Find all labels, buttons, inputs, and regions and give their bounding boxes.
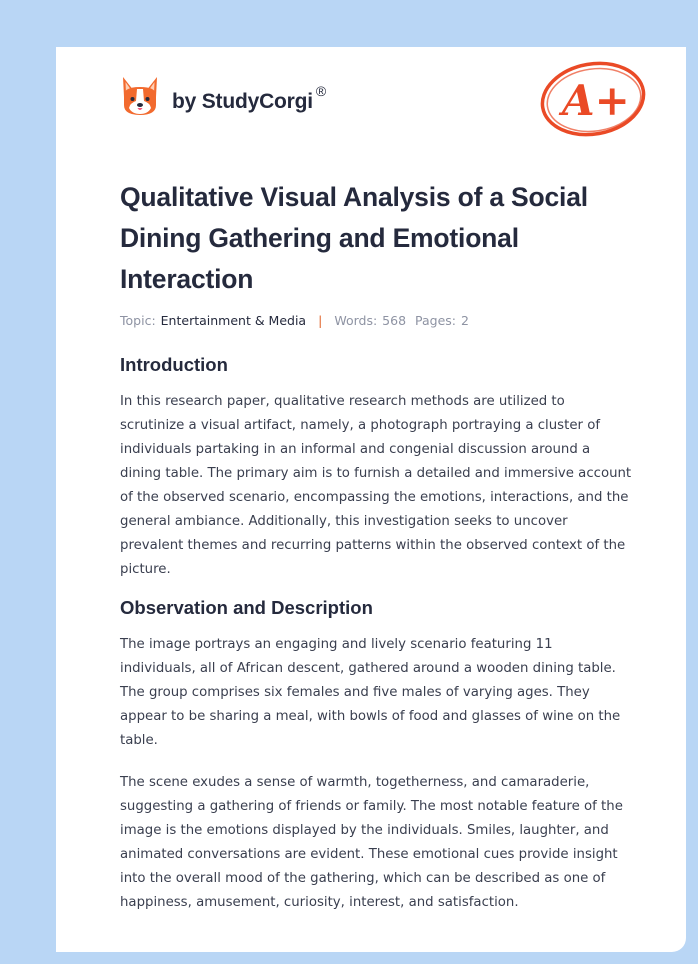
corgi-logo-icon[interactable] <box>120 75 160 119</box>
registered-mark: ® <box>315 82 327 99</box>
pages-count: 2 <box>461 313 469 328</box>
brand-text: by StudyCorgi <box>172 89 313 113</box>
grade-text: A+ <box>562 76 630 125</box>
paragraph: The scene exudes a sense of warmth, togetherness, and camaraderie, suggesting a gathering of friends or family. The most notable feature of the image is the emotions displayed by the individuals. Smiles, laughter, and animated conversations are evident. These emotional cues provide insight into the overall mood of the gathering, which can be described as one of happiness, amusement, curiosity, interest, and satisfaction. <box>120 775 623 910</box>
section-heading-observation: Observation and Description <box>120 597 373 618</box>
paragraph: The image portrays an engaging and lively scenario featuring 11 individuals, all of African descent, gathered around a wooden dining table. The group comprises six females and five males of varying ages. They appear to be sharing a meal, with bowls of food and glasses of wine on the table. <box>120 637 621 748</box>
words-label: Words: <box>334 313 378 328</box>
article-title: Qualitative Visual Analysis of a Social Dining Gathering and Emotional Interaction <box>120 182 588 294</box>
pages-label: Pages: <box>415 313 457 328</box>
article-body <box>120 177 632 915</box>
document-page <box>56 47 686 952</box>
brand-name[interactable] <box>172 82 327 114</box>
meta-separator: | <box>318 313 323 328</box>
site-header <box>120 75 326 119</box>
article-meta <box>120 313 632 328</box>
topic-label: Topic: <box>120 313 156 328</box>
words-count: 568 <box>382 313 407 328</box>
a-plus-grade-badge <box>538 59 648 139</box>
paragraph: In this research paper, qualitative research methods are utilized to scrutinize a visual artifact, namely, a photograph portraying a cluster of individuals partaking in an informal and congenial discussion around a dining table. The primary aim is to furnish a detailed and immersive account of the observed scenario, encompassing the emotions, interactions, and the general ambiance. Additionally, this investigation seeks to uncover prevalent themes and recurring patterns within the observed context of the picture. <box>120 394 632 577</box>
section-heading-introduction: Introduction <box>120 354 228 375</box>
topic-link[interactable]: Entertainment & Media <box>160 313 307 328</box>
